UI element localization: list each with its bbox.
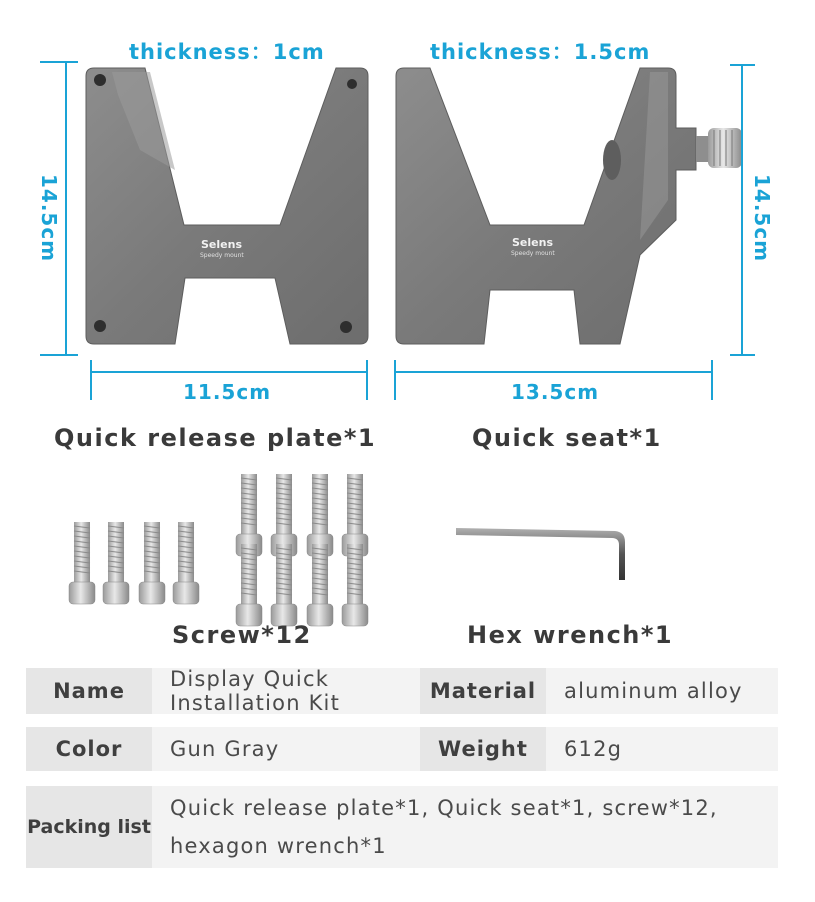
screw [139,522,165,604]
weight-label: Weight [420,727,546,771]
plate-height-label: 14.5cm [37,174,61,263]
screw [307,474,333,556]
seat-thickness-label: thickness：1.5cm [430,40,651,64]
screw [69,522,95,604]
quick-release-plate [86,68,368,344]
screw [307,544,333,626]
name-label: Name [26,668,152,714]
hex-wrench [456,528,625,580]
caption-quick-release-plate: Quick release plate*1 [54,424,377,452]
seat-height-label: 14.5cm [750,174,774,263]
screws [69,474,368,626]
quick-seat [396,68,742,344]
spec-row-packing-list [26,786,778,868]
weight-value: 612g [564,737,623,761]
caption-quick-seat: Quick seat*1 [472,424,662,452]
packing-list-label: Packing list [26,786,152,868]
screw [236,474,262,556]
screw [342,474,368,556]
screw [342,544,368,626]
plate-thickness-label: thickness：1cm [129,40,325,64]
screw [173,522,199,604]
plate-logo: Selens [201,238,242,251]
screw [103,522,129,604]
spec-row-name-material [26,668,778,714]
material-label: Material [420,668,546,714]
screw [271,474,297,556]
seat-sub: Speedy mount [511,250,555,257]
caption-screw: Screw*12 [172,621,312,649]
seat-logo: Selens [512,236,553,249]
plate-sub: Speedy mount [200,252,244,259]
screw [271,544,297,626]
name-value: Display Quick Installation Kit [170,667,341,715]
color-value: Gun Gray [170,737,280,761]
spec-row-color-weight [26,727,778,771]
screw [236,544,262,626]
material-value: aluminum alloy [564,679,743,703]
caption-hex-wrench: Hex wrench*1 [467,621,674,649]
color-label: Color [26,727,152,771]
plate-width-label: 11.5cm [183,380,272,404]
seat-width-label: 13.5cm [511,380,600,404]
packing-list-value: Quick release plate*1, Quick seat*1, screw*12, hexagon wrench*1 [170,796,718,858]
